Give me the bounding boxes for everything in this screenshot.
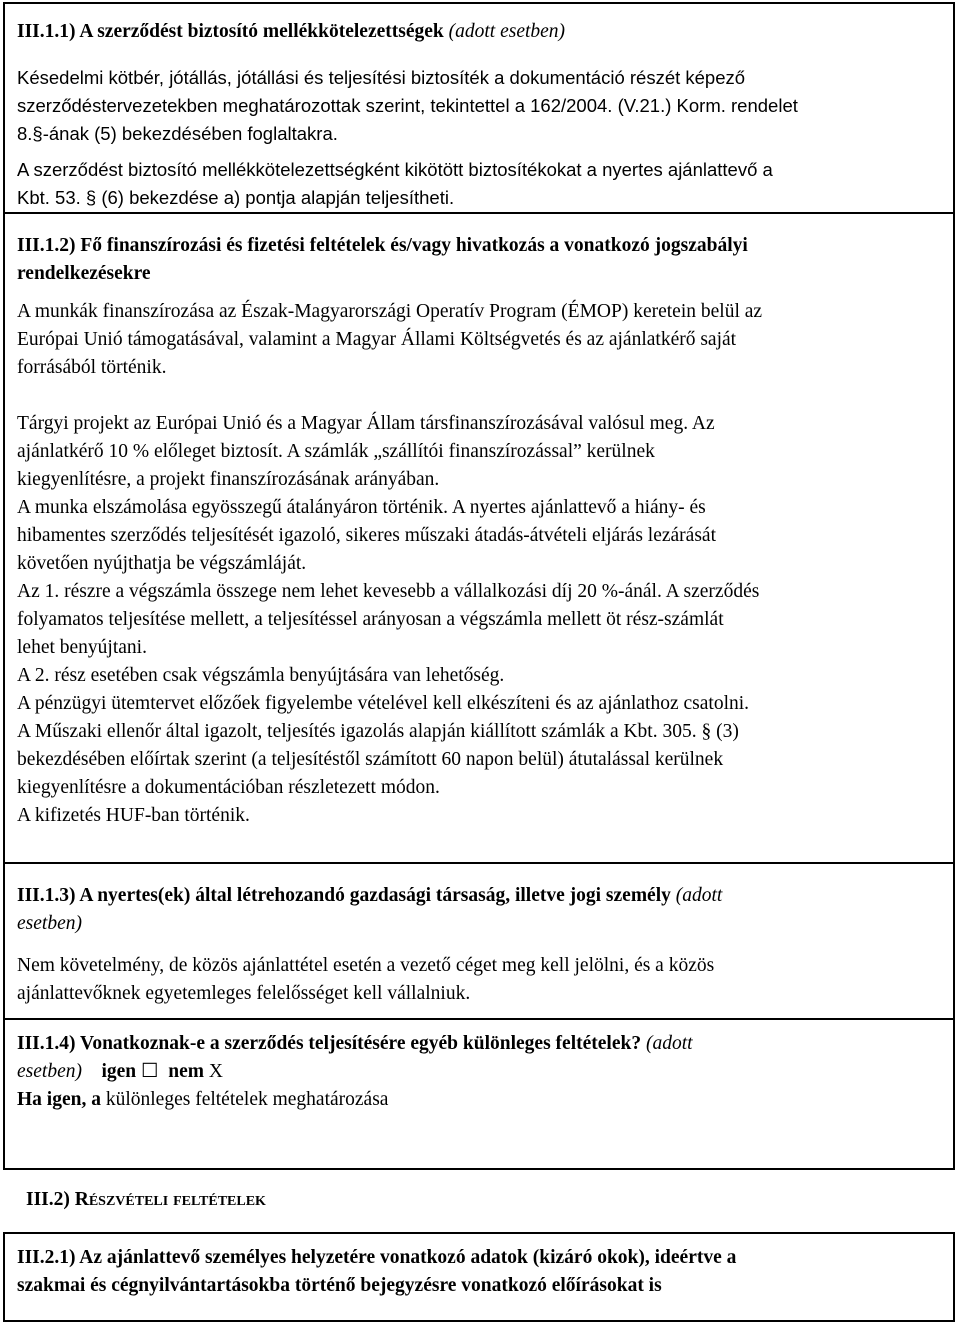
- section-iii-1-1-box: [3, 2, 955, 214]
- yes-label: igen: [101, 1061, 137, 1082]
- section-iii-1-2-body: A munkák finanszírozása az Észak-Magyarországi Operatív Program (ÉMOP) keretein belül az Európai Unió támogatásával, valamint a Magyar Állami Költségvetés és az ajánlatkérő saját forrásából történik. Tárgyi projekt az Európai Unió és a Magyar Állam társfinanszírozásával valósul meg. Az ajánlatkérő 10 % előleget biztosít. A számlák „szállítói finanszírozással” kerülnek kiegyenlítésre, a projekt finanszírozásának arányában. A munka elszámolása egyösszegű átalányáron történik. A nyertes ajánlattevő a hiány- és hibamentes szerződés teljesítését igazoló, sikeres műszaki átadás-átvételi eljárás lezárását követően nyújthatja be végszámláját. Az 1. részre a végszámla összege nem lehet kevesebb a vállalkozási díj 20 %-ánál. A szerződés folyamatos teljesítése mellett, a teljesítéssel arányosan a végszámla mellett öt rész-számlát lehet benyújtani. A 2. rész esetében csak végszámla benyújtására van lehetőség. A pénzügyi ütemtervet előzőek figyelembe vételével kell elkészíteni és az ajánlathoz csatolni. A Műszaki ellenőr által igazolt, teljesítés igazolás alapján kiállított számlák a Kbt. 305. § (3) bekezdésében előírtak szerint (a teljesítéstől számított 60 napon belül) átutalással kerülnek kiegyenlítésre a dokumentációban részletezett módon. A kifizetés HUF-ban történik.: [17, 301, 763, 826]
- section-iii-1-1-paragraph: Késedelmi kötbér, jótállás, jótállási és teljesítési biztosíték a dokumentáció részét képező szerződéstervezetekben meghatározottak szerint, tekintettel a 162/2004. (V.21.) Korm. rendelet 8.§-ának (5) bekezdésében foglaltakra.: [17, 67, 798, 144]
- section-iii-2-heading: III.2) Részvételi feltételek: [26, 1189, 266, 1210]
- section-iii-1-3-heading: III.1.3) A nyertes(ek) által létrehozandó gazdasági társaság, illetve jogi személy (adott esetben): [17, 885, 723, 934]
- section-iii-1-3-paragraph: Nem követelmény, de közös ajánlattétel esetén a vezető céget meg kell jelölni, és a közös ajánlattevőknek egyetemleges felelősséget kell vállalniuk.: [17, 955, 715, 1004]
- section-iii-2-1-heading: III.2.1) Az ajánlattevő személyes helyzetére vonatkozó adatok (kizáró okok), ideértve a szakmai és cégnyilvántartásokba történő bejegyzésre vonatkozó előírásokat is: [17, 1247, 737, 1296]
- no-checkbox-checked[interactable]: X: [208, 1061, 223, 1082]
- section-iii-1-4-heading: III.1.4) Vonatkoznak-e a szerződés teljesítésére egyéb különleges feltételek? (adott esetben) igen ☐ nem X Ha igen, a különleges feltételek meghatározása: [17, 1033, 693, 1110]
- section-iii-1-3-box: [3, 862, 955, 1020]
- section-iii-1-1-paragraph-2: A szerződést biztosító mellékkötelezettségként kikötött biztosítékokat a nyertes ajánlattevő a Kbt. 53. § (6) bekezdése a) pontja alapján teljesítheti.: [17, 159, 773, 208]
- section-iii-1-2-heading: III.1.2) Fő finanszírozási és fizetési feltételek és/vagy hivatkozás a vonatkozó jogszabályi rendelkezésekre: [17, 235, 748, 284]
- yes-checkbox[interactable]: ☐: [141, 1061, 159, 1082]
- section-iii-2-1-box: [3, 1232, 955, 1322]
- no-label: nem: [168, 1061, 204, 1082]
- section-iii-1-1-heading: III.1.1) A szerződést biztosító mellékkötelezettségek (adott esetben): [17, 21, 566, 42]
- section-iii-1-2-box: [3, 212, 955, 864]
- section-iii-1-4-box: [3, 1018, 955, 1170]
